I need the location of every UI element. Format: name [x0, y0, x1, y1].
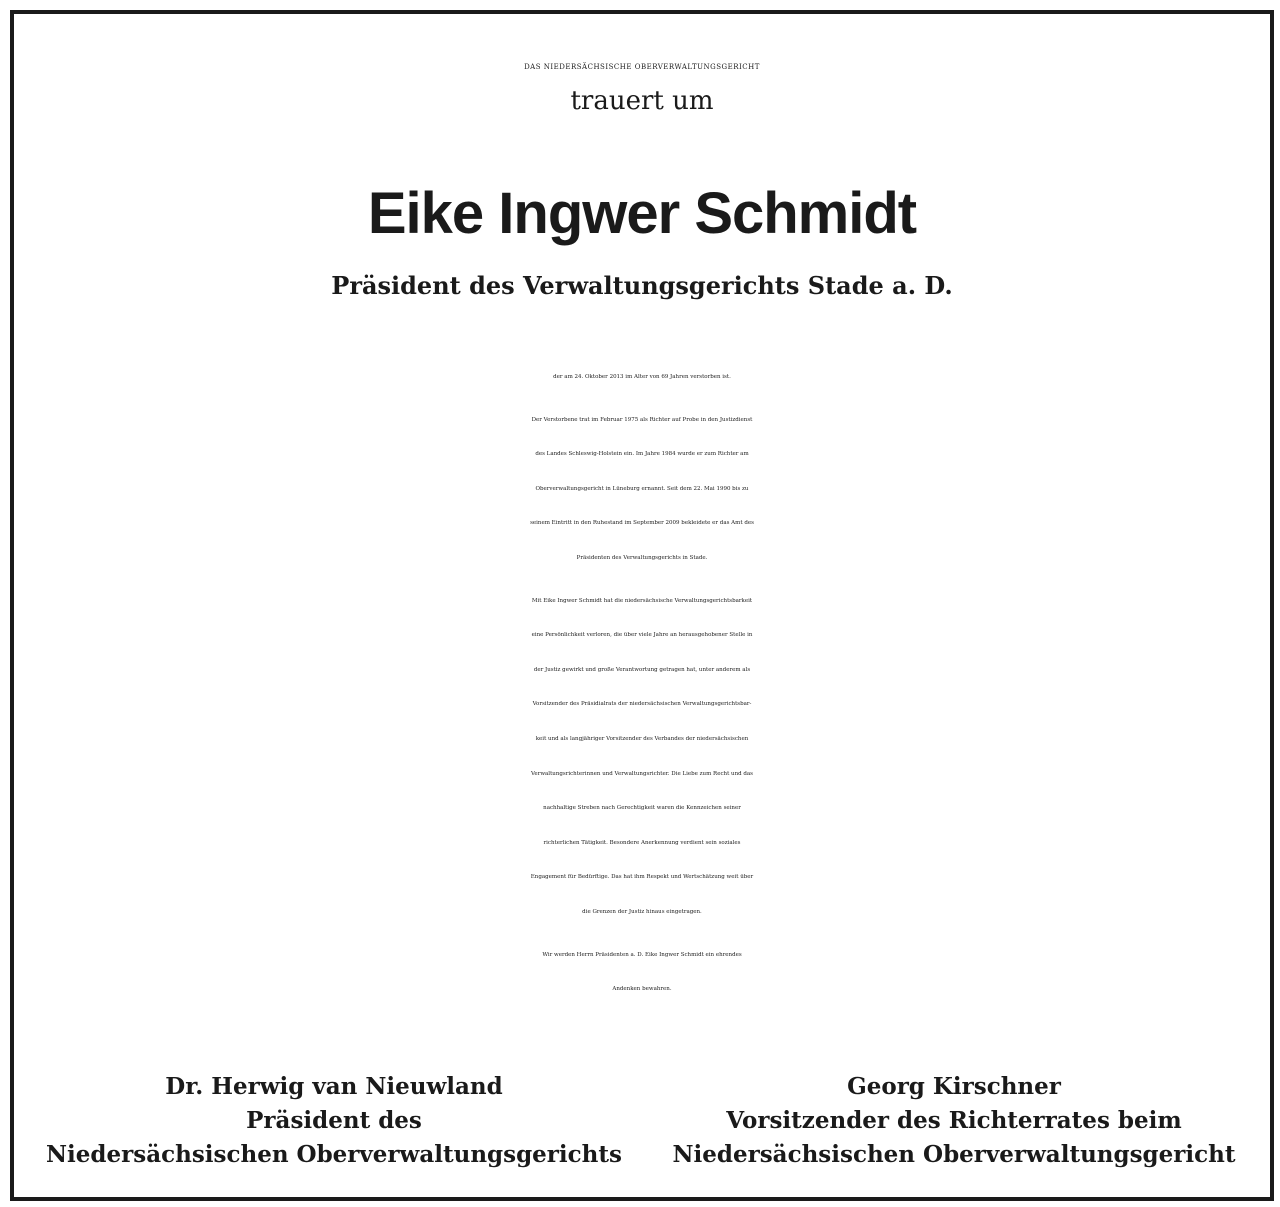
- deceased-title: Präsident des Verwaltungsgerichts Stade a. D.: [331, 271, 953, 300]
- tribute-line: keit und als langjähriger Vorsitzender des Verbandes der niedersächsischen: [535, 735, 749, 742]
- death-notice-paragraph: [14, 360, 1270, 395]
- career-line: seinem Eintritt in den Ruhestand im September 2009 bekleidete er das Amt des: [530, 520, 754, 527]
- closing-line: Andenken bewahren.: [612, 986, 672, 993]
- closing-paragraph: [14, 938, 1270, 1007]
- career-line: Präsidenten des Verwaltungsgerichts in Stade.: [576, 554, 708, 561]
- career-line: des Landes Schleswig-Holstein ein. Im Jahre 1984 wurde er zum Richter am: [535, 451, 749, 458]
- tribute-line: eine Persönlichkeit verloren, die über viele Jahre an herausgehobener Stelle in: [531, 632, 753, 639]
- obituary-body: [14, 360, 1270, 1015]
- tribute-paragraph: [14, 584, 1270, 930]
- death-notice-line: der am 24. Oktober 2013 im Alter von 69 Jahren verstorben ist.: [553, 374, 731, 380]
- career-line: Oberverwaltungsgericht in Lüneburg ernannt. Seit dem 22. Mai 1990 bis zu: [535, 485, 749, 492]
- signatory-institution: Niedersächsischen Oberverwaltungsgerichts: [46, 1141, 622, 1168]
- deceased-name: Eike Ingwer Schmidt: [367, 181, 917, 246]
- tribute-line: nachhaltige Streben nach Gerechtigkeit waren die Kennzeichen seiner: [543, 805, 741, 812]
- tribute-line: Mit Eike Ingwer Schmidt hat die niedersächsische Verwaltungsgerichtsbarkeit: [531, 597, 753, 604]
- signatory-name: Dr. Herwig van Nieuwland: [165, 1073, 503, 1100]
- tribute-line: richterlichen Tätigkeit. Besondere Anerkennung verdient sein soziales: [543, 839, 741, 846]
- signatory-role: Präsident des: [246, 1107, 422, 1134]
- tribute-line: Verwaltungsrichterinnen und Verwaltungsrichter. Die Liebe zum Recht und das: [530, 770, 754, 777]
- signature-right: [654, 1070, 1254, 1172]
- header-organization: DAS NIEDERSÄCHSISCHE OBERVERWALTUNGSGERICHT: [524, 63, 760, 71]
- header-mourns-text: trauert um: [570, 86, 714, 116]
- signatures: [14, 1070, 1270, 1180]
- signatory-role: Vorsitzender des Richterrates beim: [726, 1107, 1182, 1134]
- tribute-line: die Grenzen der Justiz hinaus eingetragen.: [582, 908, 702, 915]
- tribute-line: Engagement für Bedürftige. Das hat ihm Respekt und Wertschätzung weit über: [530, 874, 754, 881]
- signatory-name: Georg Kirschner: [847, 1073, 1061, 1100]
- signatory-institution: Niedersächsischen Oberverwaltungsgericht: [672, 1141, 1236, 1168]
- obituary-frame: [10, 10, 1274, 1201]
- signature-left: [34, 1070, 634, 1172]
- career-line: Der Verstorbene trat im Februar 1975 als Richter auf Probe in den Justizdienst: [531, 416, 753, 423]
- tribute-line: der Justiz gewirkt und große Verantwortung getragen hat, unter anderem als: [533, 666, 751, 673]
- career-paragraph: [14, 403, 1270, 576]
- tribute-line: Vorsitzender des Präsidialrats der niedersächsischen Verwaltungsgerichtsbar-: [532, 701, 752, 708]
- closing-line: Wir werden Herrn Präsidenten a. D. Eike Ingwer Schmidt ein ehrendes: [542, 951, 742, 958]
